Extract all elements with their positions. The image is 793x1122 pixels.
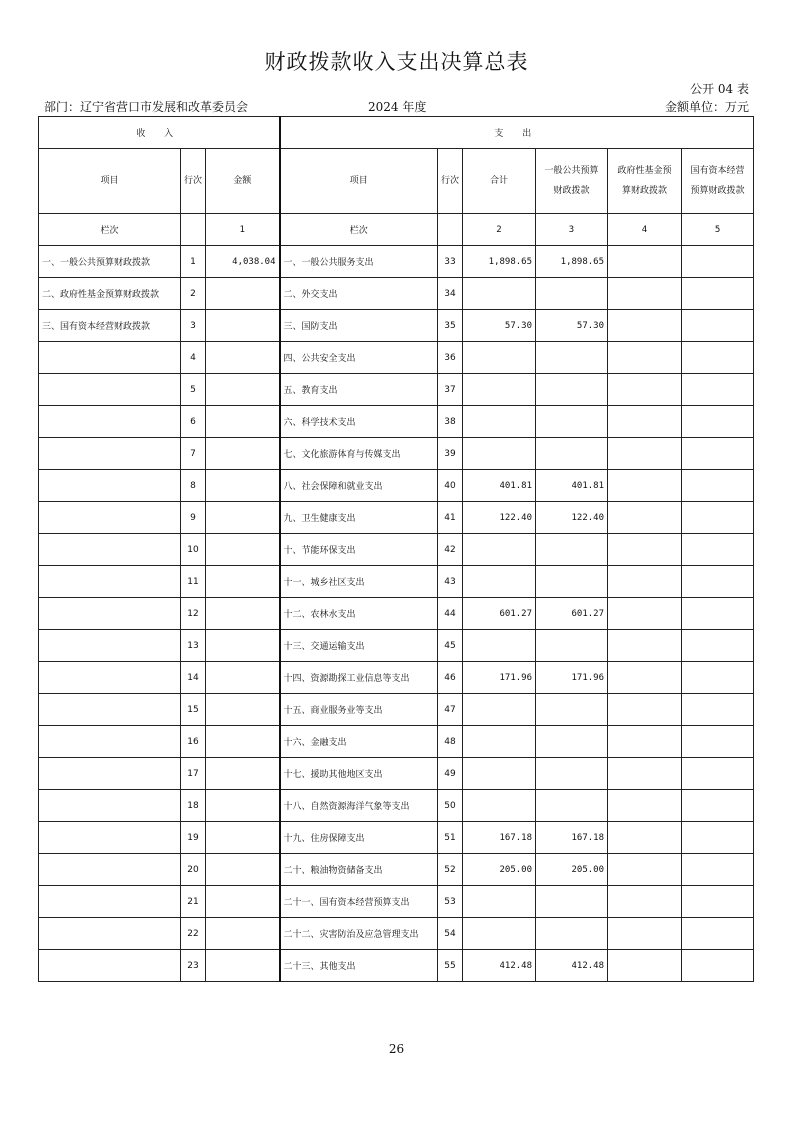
expense-row-no-cell: 40 (438, 470, 463, 502)
general-budget-header (536, 149, 608, 214)
income-row-no-cell: 17 (181, 758, 206, 790)
expense-row-no-header: 行次 (438, 149, 463, 214)
income-amount-cell (206, 598, 280, 630)
expense-item-cell: 二、外交支出 (280, 278, 438, 310)
gov-fund-header (608, 149, 682, 214)
gov-fund-cell (608, 342, 682, 374)
total-cell (463, 886, 536, 918)
gov-fund-cell (608, 598, 682, 630)
expense-item-cell: 六、科学技术支出 (280, 406, 438, 438)
income-row-no-cell: 3 (181, 310, 206, 342)
expense-row-no-cell: 54 (438, 918, 463, 950)
expense-item-cell: 三、国防支出 (280, 310, 438, 342)
general-budget-cell (536, 790, 608, 822)
income-amount-cell (206, 310, 280, 342)
state-capital-cell (682, 662, 754, 694)
income-item-cell (39, 886, 181, 918)
income-row-no-cell: 15 (181, 694, 206, 726)
total-cell: 122.40 (463, 502, 536, 534)
total-cell: 601.27 (463, 598, 536, 630)
income-item-cell (39, 470, 181, 502)
income-row-no-cell: 9 (181, 502, 206, 534)
income-row-no-cell: 12 (181, 598, 206, 630)
form-number: 公开 04 表 (690, 82, 749, 96)
income-amount-cell (206, 822, 280, 854)
income-amount-cell (206, 726, 280, 758)
gov-fund-cell (608, 246, 682, 278)
state-capital-cell (682, 438, 754, 470)
expense-item-cell: 四、公共安全支出 (280, 342, 438, 374)
income-amount-cell (206, 566, 280, 598)
general-budget-cell: 167.18 (536, 822, 608, 854)
general-budget-cell (536, 438, 608, 470)
income-amount-cell (206, 918, 280, 950)
income-item-cell (39, 758, 181, 790)
income-amount-cell (206, 758, 280, 790)
expense-row-no-cell: 46 (438, 662, 463, 694)
income-item-cell (39, 374, 181, 406)
table-row (39, 502, 754, 534)
table-row (39, 406, 754, 438)
expense-row-no-cell: 42 (438, 534, 463, 566)
gov-fund-cell (608, 822, 682, 854)
income-item-cell (39, 534, 181, 566)
gov-fund-cell (608, 694, 682, 726)
table-row (39, 886, 754, 918)
total-cell: 1,898.65 (463, 246, 536, 278)
expense-item-cell: 十五、商业服务业等支出 (280, 694, 438, 726)
income-amount-cell (206, 790, 280, 822)
expense-row-no-cell: 38 (438, 406, 463, 438)
income-amount-cell (206, 374, 280, 406)
income-item-cell (39, 790, 181, 822)
general-budget-cell (536, 630, 608, 662)
table-row (39, 310, 754, 342)
income-row-no-cell: 14 (181, 662, 206, 694)
expense-item-cell: 十九、住房保障支出 (280, 822, 438, 854)
total-cell: 205.00 (463, 854, 536, 886)
income-item-cell (39, 694, 181, 726)
expense-row-no-cell: 43 (438, 566, 463, 598)
state-capital-cell (682, 246, 754, 278)
header-row-column-numbers (39, 214, 754, 246)
income-item-header: 项目 (39, 149, 181, 214)
gov-fund-cell (608, 374, 682, 406)
income-item-cell: 二、政府性基金预算财政拨款 (39, 278, 181, 310)
expense-row-no-cell: 44 (438, 598, 463, 630)
expense-row-no-cell: 47 (438, 694, 463, 726)
state-capital-cell (682, 758, 754, 790)
state-capital-cell (682, 790, 754, 822)
income-row-no-cell: 20 (181, 854, 206, 886)
total-cell (463, 726, 536, 758)
gov-fund-column-number: 4 (608, 214, 682, 246)
income-amount-header: 金额 (206, 149, 280, 214)
gov-fund-cell (608, 438, 682, 470)
income-row-no-cell: 13 (181, 630, 206, 662)
income-row-no-cell: 10 (181, 534, 206, 566)
expense-row-no-cell: 34 (438, 278, 463, 310)
income-item-cell: 三、国有资本经营财政拨款 (39, 310, 181, 342)
total-header: 合计 (463, 149, 536, 214)
expense-item-cell: 九、卫生健康支出 (280, 502, 438, 534)
income-row-no-cell: 2 (181, 278, 206, 310)
income-amount-cell (206, 342, 280, 374)
expense-section-header: 支 出 (280, 117, 754, 149)
gov-fund-cell (608, 502, 682, 534)
general-budget-cell (536, 694, 608, 726)
general-budget-header-line2: 财政拨款 (553, 186, 590, 196)
state-capital-cell (682, 950, 754, 982)
income-row-no-header: 行次 (181, 149, 206, 214)
page-title: 财政拨款收入支出决算总表 (264, 50, 529, 74)
department-label: 部门：辽宁省营口市发展和改革委员会 (44, 100, 249, 114)
gov-fund-cell (608, 854, 682, 886)
expense-item-cell: 十、节能环保支出 (280, 534, 438, 566)
table-row (39, 598, 754, 630)
gov-fund-cell (608, 534, 682, 566)
state-capital-cell (682, 374, 754, 406)
gov-fund-cell (608, 630, 682, 662)
expense-column-label: 栏次 (280, 214, 438, 246)
total-cell: 167.18 (463, 822, 536, 854)
income-section-header: 收 入 (39, 117, 280, 149)
income-row-no-cell: 1 (181, 246, 206, 278)
total-cell (463, 374, 536, 406)
income-row-no-cell: 8 (181, 470, 206, 502)
state-capital-cell (682, 726, 754, 758)
state-capital-cell (682, 470, 754, 502)
income-item-cell (39, 342, 181, 374)
general-budget-cell: 401.81 (536, 470, 608, 502)
table-row (39, 278, 754, 310)
expense-row-no-cell: 45 (438, 630, 463, 662)
income-amount-cell (206, 438, 280, 470)
general-budget-cell (536, 342, 608, 374)
general-budget-cell: 171.96 (536, 662, 608, 694)
expense-row-no-cell: 51 (438, 822, 463, 854)
general-budget-cell (536, 758, 608, 790)
income-row-no-cell: 4 (181, 342, 206, 374)
table-row (39, 630, 754, 662)
table-row (39, 662, 754, 694)
table-row (39, 950, 754, 982)
expense-item-cell: 二十二、灾害防治及应急管理支出 (280, 918, 438, 950)
header-row-columns (39, 149, 754, 214)
state-capital-cell (682, 310, 754, 342)
income-amount-cell (206, 406, 280, 438)
table-row (39, 758, 754, 790)
fiscal-year: 2024 年度 (368, 100, 427, 114)
state-capital-cell (682, 886, 754, 918)
state-capital-header-line1: 国有资本经营 (690, 166, 745, 176)
gov-fund-cell (608, 310, 682, 342)
expense-row-no-cell: 36 (438, 342, 463, 374)
table-row (39, 374, 754, 406)
expense-row-no-blank (438, 214, 463, 246)
total-cell: 57.30 (463, 310, 536, 342)
income-row-no-cell: 23 (181, 950, 206, 982)
header-row-sections (39, 117, 754, 149)
state-capital-cell (682, 854, 754, 886)
expense-row-no-cell: 41 (438, 502, 463, 534)
gov-fund-cell (608, 662, 682, 694)
expense-item-cell: 十二、农林水支出 (280, 598, 438, 630)
expense-item-cell: 二十、粮油物资储备支出 (280, 854, 438, 886)
expense-item-cell: 十三、交通运输支出 (280, 630, 438, 662)
income-item-cell (39, 950, 181, 982)
expense-item-cell: 二十一、国有资本经营预算支出 (280, 886, 438, 918)
general-budget-cell (536, 726, 608, 758)
fiscal-summary-table (38, 116, 754, 982)
state-capital-header (682, 149, 754, 214)
total-cell (463, 758, 536, 790)
income-item-cell (39, 630, 181, 662)
income-amount-cell (206, 630, 280, 662)
state-capital-column-number: 5 (682, 214, 754, 246)
income-amount-cell: 4,038.04 (206, 246, 280, 278)
expense-row-no-cell: 39 (438, 438, 463, 470)
expense-item-cell: 一、一般公共服务支出 (280, 246, 438, 278)
table-row (39, 246, 754, 278)
total-cell (463, 694, 536, 726)
total-cell (463, 790, 536, 822)
total-cell (463, 534, 536, 566)
income-amount-cell (206, 470, 280, 502)
table-row (39, 534, 754, 566)
general-budget-cell: 1,898.65 (536, 246, 608, 278)
table-row (39, 694, 754, 726)
expense-item-cell: 五、教育支出 (280, 374, 438, 406)
total-cell (463, 342, 536, 374)
state-capital-cell (682, 694, 754, 726)
total-cell (463, 438, 536, 470)
gov-fund-cell (608, 758, 682, 790)
income-item-cell (39, 918, 181, 950)
income-row-no-cell: 5 (181, 374, 206, 406)
expense-item-cell: 七、文化旅游体育与传媒支出 (280, 438, 438, 470)
income-amount-cell (206, 950, 280, 982)
state-capital-cell (682, 502, 754, 534)
income-item-cell (39, 726, 181, 758)
gov-fund-cell (608, 278, 682, 310)
total-cell (463, 566, 536, 598)
amount-unit: 金额单位：万元 (664, 100, 749, 114)
expense-item-cell: 十七、援助其他地区支出 (280, 758, 438, 790)
income-item-cell (39, 502, 181, 534)
general-budget-cell: 57.30 (536, 310, 608, 342)
gov-fund-header-line2: 算财政拨款 (622, 186, 668, 196)
income-row-no-cell: 16 (181, 726, 206, 758)
state-capital-header-line2: 预算财政拨款 (690, 186, 745, 196)
income-item-cell: 一、一般公共预算财政拨款 (39, 246, 181, 278)
total-cell (463, 630, 536, 662)
gov-fund-cell (608, 790, 682, 822)
table-body (39, 246, 754, 982)
state-capital-cell (682, 598, 754, 630)
income-amount-cell (206, 534, 280, 566)
gov-fund-cell (608, 886, 682, 918)
expense-row-no-cell: 50 (438, 790, 463, 822)
income-item-cell (39, 406, 181, 438)
total-cell: 412.48 (463, 950, 536, 982)
expense-row-no-cell: 37 (438, 374, 463, 406)
general-budget-cell (536, 406, 608, 438)
expense-item-cell: 十四、资源勘探工业信息等支出 (280, 662, 438, 694)
income-row-no-cell: 11 (181, 566, 206, 598)
state-capital-cell (682, 566, 754, 598)
total-cell (463, 918, 536, 950)
expense-item-cell: 十八、自然资源海洋气象等支出 (280, 790, 438, 822)
general-budget-cell (536, 918, 608, 950)
income-amount-cell (206, 502, 280, 534)
income-row-no-cell: 18 (181, 790, 206, 822)
total-cell: 171.96 (463, 662, 536, 694)
expense-item-cell: 十一、城乡社区支出 (280, 566, 438, 598)
general-budget-cell (536, 534, 608, 566)
table-row (39, 822, 754, 854)
income-row-no-cell: 21 (181, 886, 206, 918)
gov-fund-cell (608, 566, 682, 598)
total-cell: 401.81 (463, 470, 536, 502)
gov-fund-header-line1: 政府性基金预 (617, 166, 672, 176)
gov-fund-cell (608, 470, 682, 502)
expense-row-no-cell: 33 (438, 246, 463, 278)
income-column-number: 1 (206, 214, 280, 246)
expense-row-no-cell: 35 (438, 310, 463, 342)
state-capital-cell (682, 342, 754, 374)
income-amount-cell (206, 662, 280, 694)
income-row-no-cell: 6 (181, 406, 206, 438)
general-budget-header-line1: 一般公共预算 (544, 166, 599, 176)
expense-row-no-cell: 49 (438, 758, 463, 790)
total-cell (463, 406, 536, 438)
income-amount-cell (206, 278, 280, 310)
general-budget-cell: 412.48 (536, 950, 608, 982)
income-column-label: 栏次 (39, 214, 181, 246)
income-row-no-blank (181, 214, 206, 246)
income-item-cell (39, 854, 181, 886)
general-budget-cell: 122.40 (536, 502, 608, 534)
general-budget-cell (536, 566, 608, 598)
table-row (39, 790, 754, 822)
page-number: 26 (388, 1042, 405, 1056)
income-item-cell (39, 822, 181, 854)
income-row-no-cell: 7 (181, 438, 206, 470)
income-item-cell (39, 598, 181, 630)
table-row (39, 726, 754, 758)
state-capital-cell (682, 822, 754, 854)
state-capital-cell (682, 918, 754, 950)
income-row-no-cell: 19 (181, 822, 206, 854)
gov-fund-cell (608, 950, 682, 982)
state-capital-cell (682, 534, 754, 566)
total-cell (463, 278, 536, 310)
expense-row-no-cell: 52 (438, 854, 463, 886)
general-column-number: 3 (536, 214, 608, 246)
state-capital-cell (682, 406, 754, 438)
state-capital-cell (682, 278, 754, 310)
gov-fund-cell (608, 406, 682, 438)
expense-row-no-cell: 53 (438, 886, 463, 918)
gov-fund-cell (608, 918, 682, 950)
expense-row-no-cell: 55 (438, 950, 463, 982)
general-budget-cell: 601.27 (536, 598, 608, 630)
state-capital-cell (682, 630, 754, 662)
income-amount-cell (206, 854, 280, 886)
income-item-cell (39, 662, 181, 694)
table-row (39, 918, 754, 950)
table-row (39, 438, 754, 470)
expense-item-cell: 十六、金融支出 (280, 726, 438, 758)
table-row (39, 470, 754, 502)
income-amount-cell (206, 886, 280, 918)
table-row (39, 566, 754, 598)
general-budget-cell (536, 374, 608, 406)
income-row-no-cell: 22 (181, 918, 206, 950)
general-budget-cell: 205.00 (536, 854, 608, 886)
income-item-cell (39, 438, 181, 470)
general-budget-cell (536, 886, 608, 918)
expense-row-no-cell: 48 (438, 726, 463, 758)
gov-fund-cell (608, 726, 682, 758)
income-item-cell (39, 566, 181, 598)
income-amount-cell (206, 694, 280, 726)
table-row (39, 342, 754, 374)
expense-item-cell: 八、社会保障和就业支出 (280, 470, 438, 502)
expense-item-header: 项目 (280, 149, 438, 214)
total-column-number: 2 (463, 214, 536, 246)
expense-item-cell: 二十三、其他支出 (280, 950, 438, 982)
general-budget-cell (536, 278, 608, 310)
table-row (39, 854, 754, 886)
